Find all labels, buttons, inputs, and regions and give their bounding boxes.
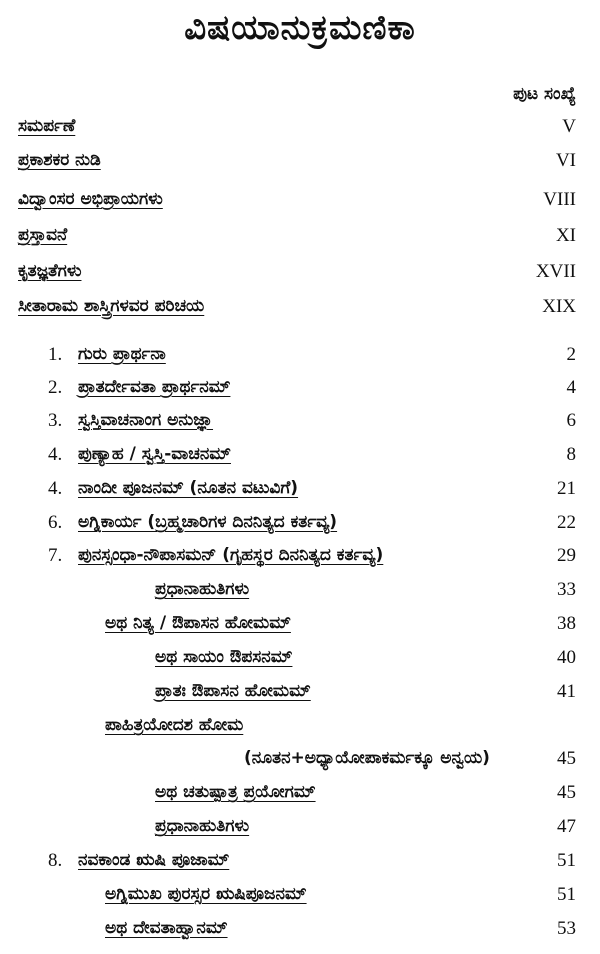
toc-entry [0,846,600,876]
toc-subentry [0,778,600,808]
toc-entry [0,340,600,370]
page-number-column-header: ಪುಟ ಸಂಖ್ಯೆ [513,84,576,104]
toc-entry-page: XI [555,225,576,246]
toc-subentry [0,711,600,741]
toc-entry-title: ಸ್ವಸ್ತಿವಾಚನಾಂಗ ಅನುಜ್ಞಾ [78,410,214,430]
toc-entry-page: 8 [566,444,576,465]
toc-entry-title: ಪಾಹಿತ್ರಯೋದಶ ಹೋಮ [105,715,244,735]
toc-entry-title: ಅಥ ಸಾಯಂ ಔಪಸನಮ್ [155,647,293,667]
toc-entry-title: ಗುರು ಪ್ರಾರ್ಥನಾ [78,344,166,364]
toc-entry-title: ಅಥ ನಿತ್ಯ / ಔಪಾಸನ ಹೋಮಮ್ [105,613,291,633]
toc-subentry [0,744,600,774]
toc-entry [0,257,600,287]
toc-entry-number: 7. [48,545,63,566]
toc-entry [0,112,600,142]
toc-entry-number: 4. [48,444,63,465]
toc-entry [0,292,600,322]
toc-entry [0,185,600,215]
toc-subentry [0,880,600,910]
toc-entry [0,440,600,470]
page-title: ವಿಷಯಾನುಕ್ರಮಣಿಕಾ [184,8,416,48]
toc-entry-number: 6. [48,512,63,533]
toc-entry-number: 2. [48,377,63,398]
toc-entry-title: ಪ್ರಸ್ತಾವನೆ [18,225,68,245]
toc-entry [0,406,600,436]
toc-entry-page: 21 [557,478,576,499]
toc-entry [0,146,600,176]
toc-entry-page: 51 [557,850,576,871]
toc-entry [0,474,600,504]
toc-entry-title: ಅಗ್ನಿಮುಖ ಪುರಸ್ಸರ ಋಷಿಪೂಜನಮ್ [105,884,307,904]
toc-subentry [0,575,600,605]
toc-entry-page: 51 [557,884,576,905]
toc-entry-title: ಪ್ರಧಾನಾಹುತಿಗಳು [155,816,250,836]
toc-subentry [0,812,600,842]
toc-entry-page: 38 [557,613,576,634]
toc-entry-title: ಸೀತಾರಾಮ ಶಾಸ್ತ್ರಿಗಳವರ ಪರಿಚಯ [18,296,205,316]
toc-subentry [0,677,600,707]
toc-entry-title: ವಿದ್ವಾಂಸರ ಅಭಿಪ್ರಾಯಗಳು [18,189,163,209]
toc-entry-page: XVII [535,261,576,282]
toc-entry-title: ನಾಂದೀ ಪೂಜನಮ್ (ನೂತನ ವಟುವಿಗೆ) [78,478,299,498]
toc-entry-number: 4. [48,478,63,499]
toc-subentry [0,609,600,639]
toc-entry-page: 29 [557,545,576,566]
toc-entry-page: 33 [557,579,576,600]
toc-entry-page: 22 [557,512,576,533]
toc-entry-title: ನವಕಾಂಡ ಋಷಿ ಪೂಜಾಮ್ [78,850,230,870]
toc-entry-title: ಅಥ ದೇವತಾಹ್ವಾನಮ್ [105,918,228,938]
toc-subentry [0,643,600,673]
toc-entry-page: V [562,116,576,137]
toc-entry-title: ಪ್ರಾತಃ ಔಪಾಸನ ಹೋಮಮ್ [155,681,311,701]
toc-entry [0,541,600,571]
toc-entry-title: ಕೃತಜ್ಞತೆಗಳು [18,261,82,281]
toc-entry-title: ಪುಣ್ಯಾಹ / ಸ್ವಸ್ತಿ-ವಾಚನಮ್ [78,444,231,464]
toc-entry-page: 41 [557,681,576,702]
toc-entry-page: 6 [566,410,576,431]
toc-entry-title: ಪ್ರಕಾಶಕರ ನುಡಿ [18,150,101,170]
toc-entry-page: 45 [557,748,576,769]
toc-subentry [0,914,600,944]
toc-entry-page: 45 [557,782,576,803]
toc-entry-title: (ನೂತನ+ಅಧ್ಯಾಯೋಪಾಕರ್ಮಕ್ಕೂ ಅನ್ವಯ) [244,748,490,768]
toc-entry-number: 8. [48,850,63,871]
toc-entry-page: 40 [557,647,576,668]
toc-entry-page: 4 [566,377,576,398]
toc-entry-page: 47 [557,816,576,837]
toc-entry-page: VIII [543,189,576,210]
toc-entry [0,221,600,251]
toc-entry-title: ಸಮರ್ಪಣೆ [18,116,76,136]
toc-entry-page: XIX [542,296,576,317]
toc-entry [0,373,600,403]
toc-entry [0,508,600,538]
toc-entry-title: ಪುನಸ್ಸಂಧಾ-ನೌಪಾಸಮನ್ (ಗೃಹಸ್ಥರ ದಿನನಿತ್ಯದ ಕರ್ತವ್ಯ) [78,545,384,565]
toc-entry-title: ಅಥ ಚತುಷ್ಪಾತ್ರ ಪ್ರಯೋಗಮ್ [155,782,316,802]
toc-entry-number: 1. [48,344,63,365]
toc-entry-title: ಪ್ರಾತರ್ದೇವತಾ ಪ್ರಾರ್ಥನಮ್ [78,377,231,397]
toc-entry-title: ಪ್ರಧಾನಾಹುತಿಗಳು [155,579,250,599]
toc-entry-title: ಅಗ್ನಿಕಾರ್ಯ (ಬ್ರಹ್ಮಚಾರಿಗಳ ದಿನನಿತ್ಯದ ಕರ್ತವ್ಯ) [78,512,338,532]
toc-entry-page: 53 [557,918,576,939]
toc-entry-number: 3. [48,410,63,431]
toc-entry-page: VI [555,150,576,171]
toc-entry-page: 2 [566,344,576,365]
